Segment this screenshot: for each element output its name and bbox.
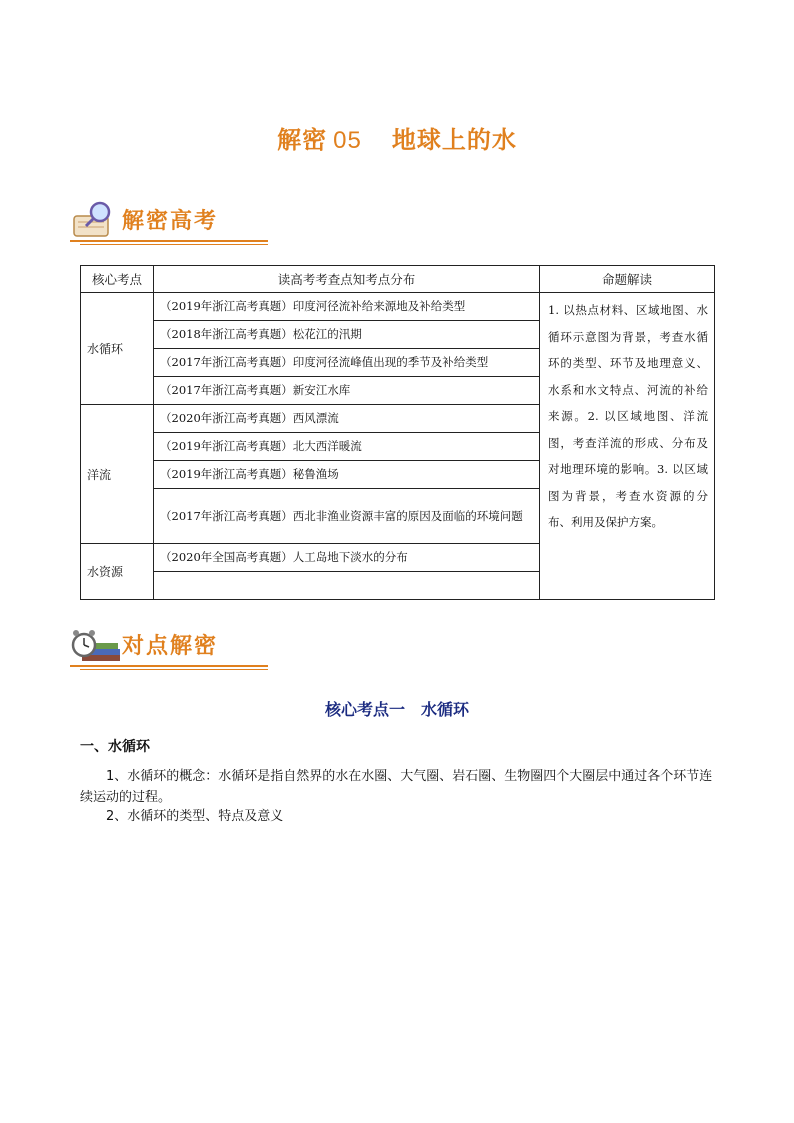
banner-underline-thin	[80, 244, 268, 245]
item-cell: （2018年浙江高考真题）松花江的汛期	[154, 321, 540, 349]
table-header: 命题解读	[540, 266, 715, 293]
analysis-cell: 1. 以热点材料、区域地图、水循环示意图为背景，考查水循环的类型、环节及地理意义、水系和水文特点、河流的补给来源。2. 以区域地图、洋流图，考查洋流的形成、分布及对地理环境的影响。3. 以区域图为背景，考查水资源的分布、利用及保护方案。	[540, 293, 715, 600]
banner-jiemi-gaokao	[70, 200, 270, 250]
item-cell: （2017年浙江高考真题）新安江水库	[154, 377, 540, 405]
banner-underline-thin	[80, 669, 268, 670]
item-cell: （2019年浙江高考真题）秘鲁渔场	[154, 461, 540, 489]
paragraph: 1、水循环的概念：水循环是指自然界的水在水圈、大气圈、岩石圈、生物圈四个大圈层中通过各个环节连续运动的过程。	[80, 769, 713, 805]
banner-label: 对点解密	[122, 634, 219, 659]
page-title	[0, 120, 794, 155]
section-title: 核心考点一 水循环	[324, 700, 469, 719]
table-row	[81, 293, 715, 321]
banner-label: 解密高考	[122, 209, 219, 234]
paragraph: 2、水循环的类型、特点及意义	[106, 809, 284, 824]
category-cell: 洋流	[81, 405, 154, 544]
table-header-row	[81, 266, 715, 293]
table-header: 核心考点	[81, 266, 154, 293]
exam-points-table	[80, 265, 715, 600]
item-cell: （2020年全国高考真题）人工岛地下淡水的分布	[154, 544, 540, 572]
clock-books-icon	[70, 625, 122, 667]
title-number: 05	[333, 127, 362, 154]
title-prefix: 解密	[277, 126, 328, 154]
item-cell: （2020年浙江高考真题）西风漂流	[154, 405, 540, 433]
banner-underline	[70, 665, 268, 667]
table-header: 读高考考查点知考点分布	[154, 266, 540, 293]
item-cell: （2017年浙江高考真题）印度河径流峰值出现的季节及补给类型	[154, 349, 540, 377]
item-cell: （2019年浙江高考真题）印度河径流补给来源地及补给类型	[154, 293, 540, 321]
heading-water-cycle: 一、水循环	[80, 739, 150, 755]
item-cell: （2017年浙江高考真题）西北非渔业资源丰富的原因及面临的环境问题	[154, 489, 540, 544]
magnifier-book-icon	[70, 200, 122, 242]
category-cell: 水循环	[81, 293, 154, 405]
item-cell: （2019年浙江高考真题）北大西洋暖流	[154, 433, 540, 461]
title-subject: 地球上的水	[391, 126, 517, 154]
banner-underline	[70, 240, 268, 242]
item-cell	[154, 572, 540, 600]
banner-duidian-jiemi	[70, 625, 270, 675]
category-cell: 水资源	[81, 544, 154, 600]
